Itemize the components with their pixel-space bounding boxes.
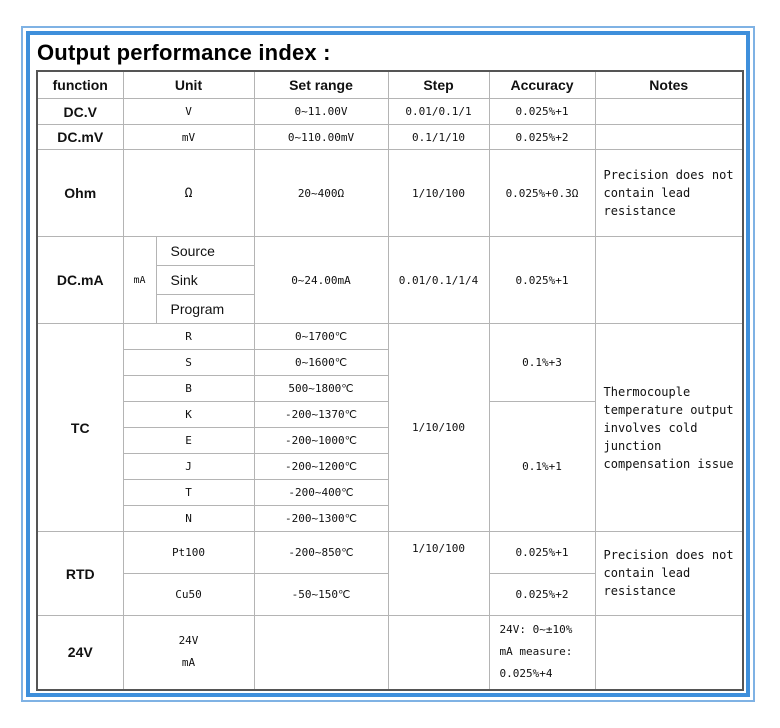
accuracy-line-1: 24V: 0~±10% (499, 623, 573, 637)
range-cell (254, 616, 388, 690)
step-cell: 1/10/100 (388, 150, 489, 237)
notes-cell (595, 125, 743, 150)
function-cell: RTD (37, 532, 123, 616)
tc-type-cell: E (123, 428, 254, 454)
step-cell: 0.1/1/10 (388, 125, 489, 150)
range-cell: 0~110.00mV (254, 125, 388, 150)
function-cell: DC.mV (37, 125, 123, 150)
table-row (37, 324, 743, 350)
tc-type-cell: B (123, 376, 254, 402)
unit-line-24v: 24V (178, 634, 199, 648)
range-cell: -200~850℃ (254, 532, 388, 574)
mode-sink: Sink (156, 266, 254, 295)
page-title: Output performance index : (37, 40, 331, 65)
range-cell: -50~150℃ (254, 574, 388, 616)
range-cell: 0~1600℃ (254, 350, 388, 376)
mode-source: Source (156, 237, 254, 266)
range-cell: 0~24.00mA (254, 237, 388, 324)
table-row (37, 532, 743, 574)
unit-cell: mA (123, 237, 156, 324)
accuracy-cell: 0.025%+1 (489, 532, 595, 574)
table-row (37, 125, 743, 150)
unit-cell: Ω (123, 150, 254, 237)
header-step: Step (388, 71, 489, 99)
function-cell: DC.V (37, 99, 123, 125)
function-cell: 24V (37, 616, 123, 690)
range-cell: -200~400℃ (254, 480, 388, 506)
notes-cell: Precision does not contain lead resistance (595, 150, 743, 237)
tc-type-cell: K (123, 402, 254, 428)
rtd-type-cell: Pt100 (123, 532, 254, 574)
tc-type-cell: R (123, 324, 254, 350)
header-function: function (37, 71, 123, 99)
performance-table (36, 70, 744, 691)
accuracy-cell: 0.025%+1 (489, 237, 595, 324)
notes-cell (595, 237, 743, 324)
range-cell: -200~1300℃ (254, 506, 388, 532)
step-cell: 1/10/100 (388, 532, 489, 616)
range-cell: 20~400Ω (254, 150, 388, 237)
accuracy-line-3: 0.025%+4 (499, 667, 553, 681)
table-row (37, 237, 743, 266)
notes-cell: Precision does not contain lead resistance (595, 532, 743, 616)
function-cell: TC (37, 324, 123, 532)
range-cell: 500~1800℃ (254, 376, 388, 402)
mode-program: Program (156, 295, 254, 324)
range-cell: -200~1000℃ (254, 428, 388, 454)
range-cell: -200~1200℃ (254, 454, 388, 480)
table-row (37, 99, 743, 125)
unit-cell: V (123, 99, 254, 125)
header-accuracy: Accuracy (489, 71, 595, 99)
unit-cell (123, 616, 254, 690)
notes-cell: Thermocouple temperature output involves cold junction compensation issue (595, 324, 743, 532)
range-cell: -200~1370℃ (254, 402, 388, 428)
header-unit: Unit (123, 71, 254, 99)
range-cell: 0~1700℃ (254, 324, 388, 350)
function-cell: DC.mA (37, 237, 123, 324)
rtd-type-cell: Cu50 (123, 574, 254, 616)
notes-cell (595, 99, 743, 125)
header-notes: Notes (595, 71, 743, 99)
tc-type-cell: T (123, 480, 254, 506)
accuracy-cell: 0.025%+0.3Ω (489, 150, 595, 237)
notes-cell (595, 616, 743, 690)
header-row (37, 71, 743, 99)
accuracy-cell: 0.1%+1 (489, 402, 595, 532)
step-cell: 1/10/100 (388, 324, 489, 532)
accuracy-cell: 0.025%+2 (489, 125, 595, 150)
accuracy-cell: 0.025%+2 (489, 574, 595, 616)
accuracy-line-2: mA measure: (499, 645, 573, 659)
header-set-range: Set range (254, 71, 388, 99)
unit-line-ma: mA (181, 656, 196, 670)
table-row (37, 616, 743, 690)
table-row (37, 150, 743, 237)
step-cell (388, 616, 489, 690)
accuracy-cell: 0.025%+1 (489, 99, 595, 125)
step-cell: 0.01/0.1/1 (388, 99, 489, 125)
tc-type-cell: N (123, 506, 254, 532)
range-cell: 0~11.00V (254, 99, 388, 125)
unit-cell: mV (123, 125, 254, 150)
step-cell: 0.01/0.1/1/4 (388, 237, 489, 324)
accuracy-cell: 0.1%+3 (489, 324, 595, 402)
accuracy-cell (489, 616, 595, 690)
function-cell: Ohm (37, 150, 123, 237)
tc-type-cell: S (123, 350, 254, 376)
tc-type-cell: J (123, 454, 254, 480)
